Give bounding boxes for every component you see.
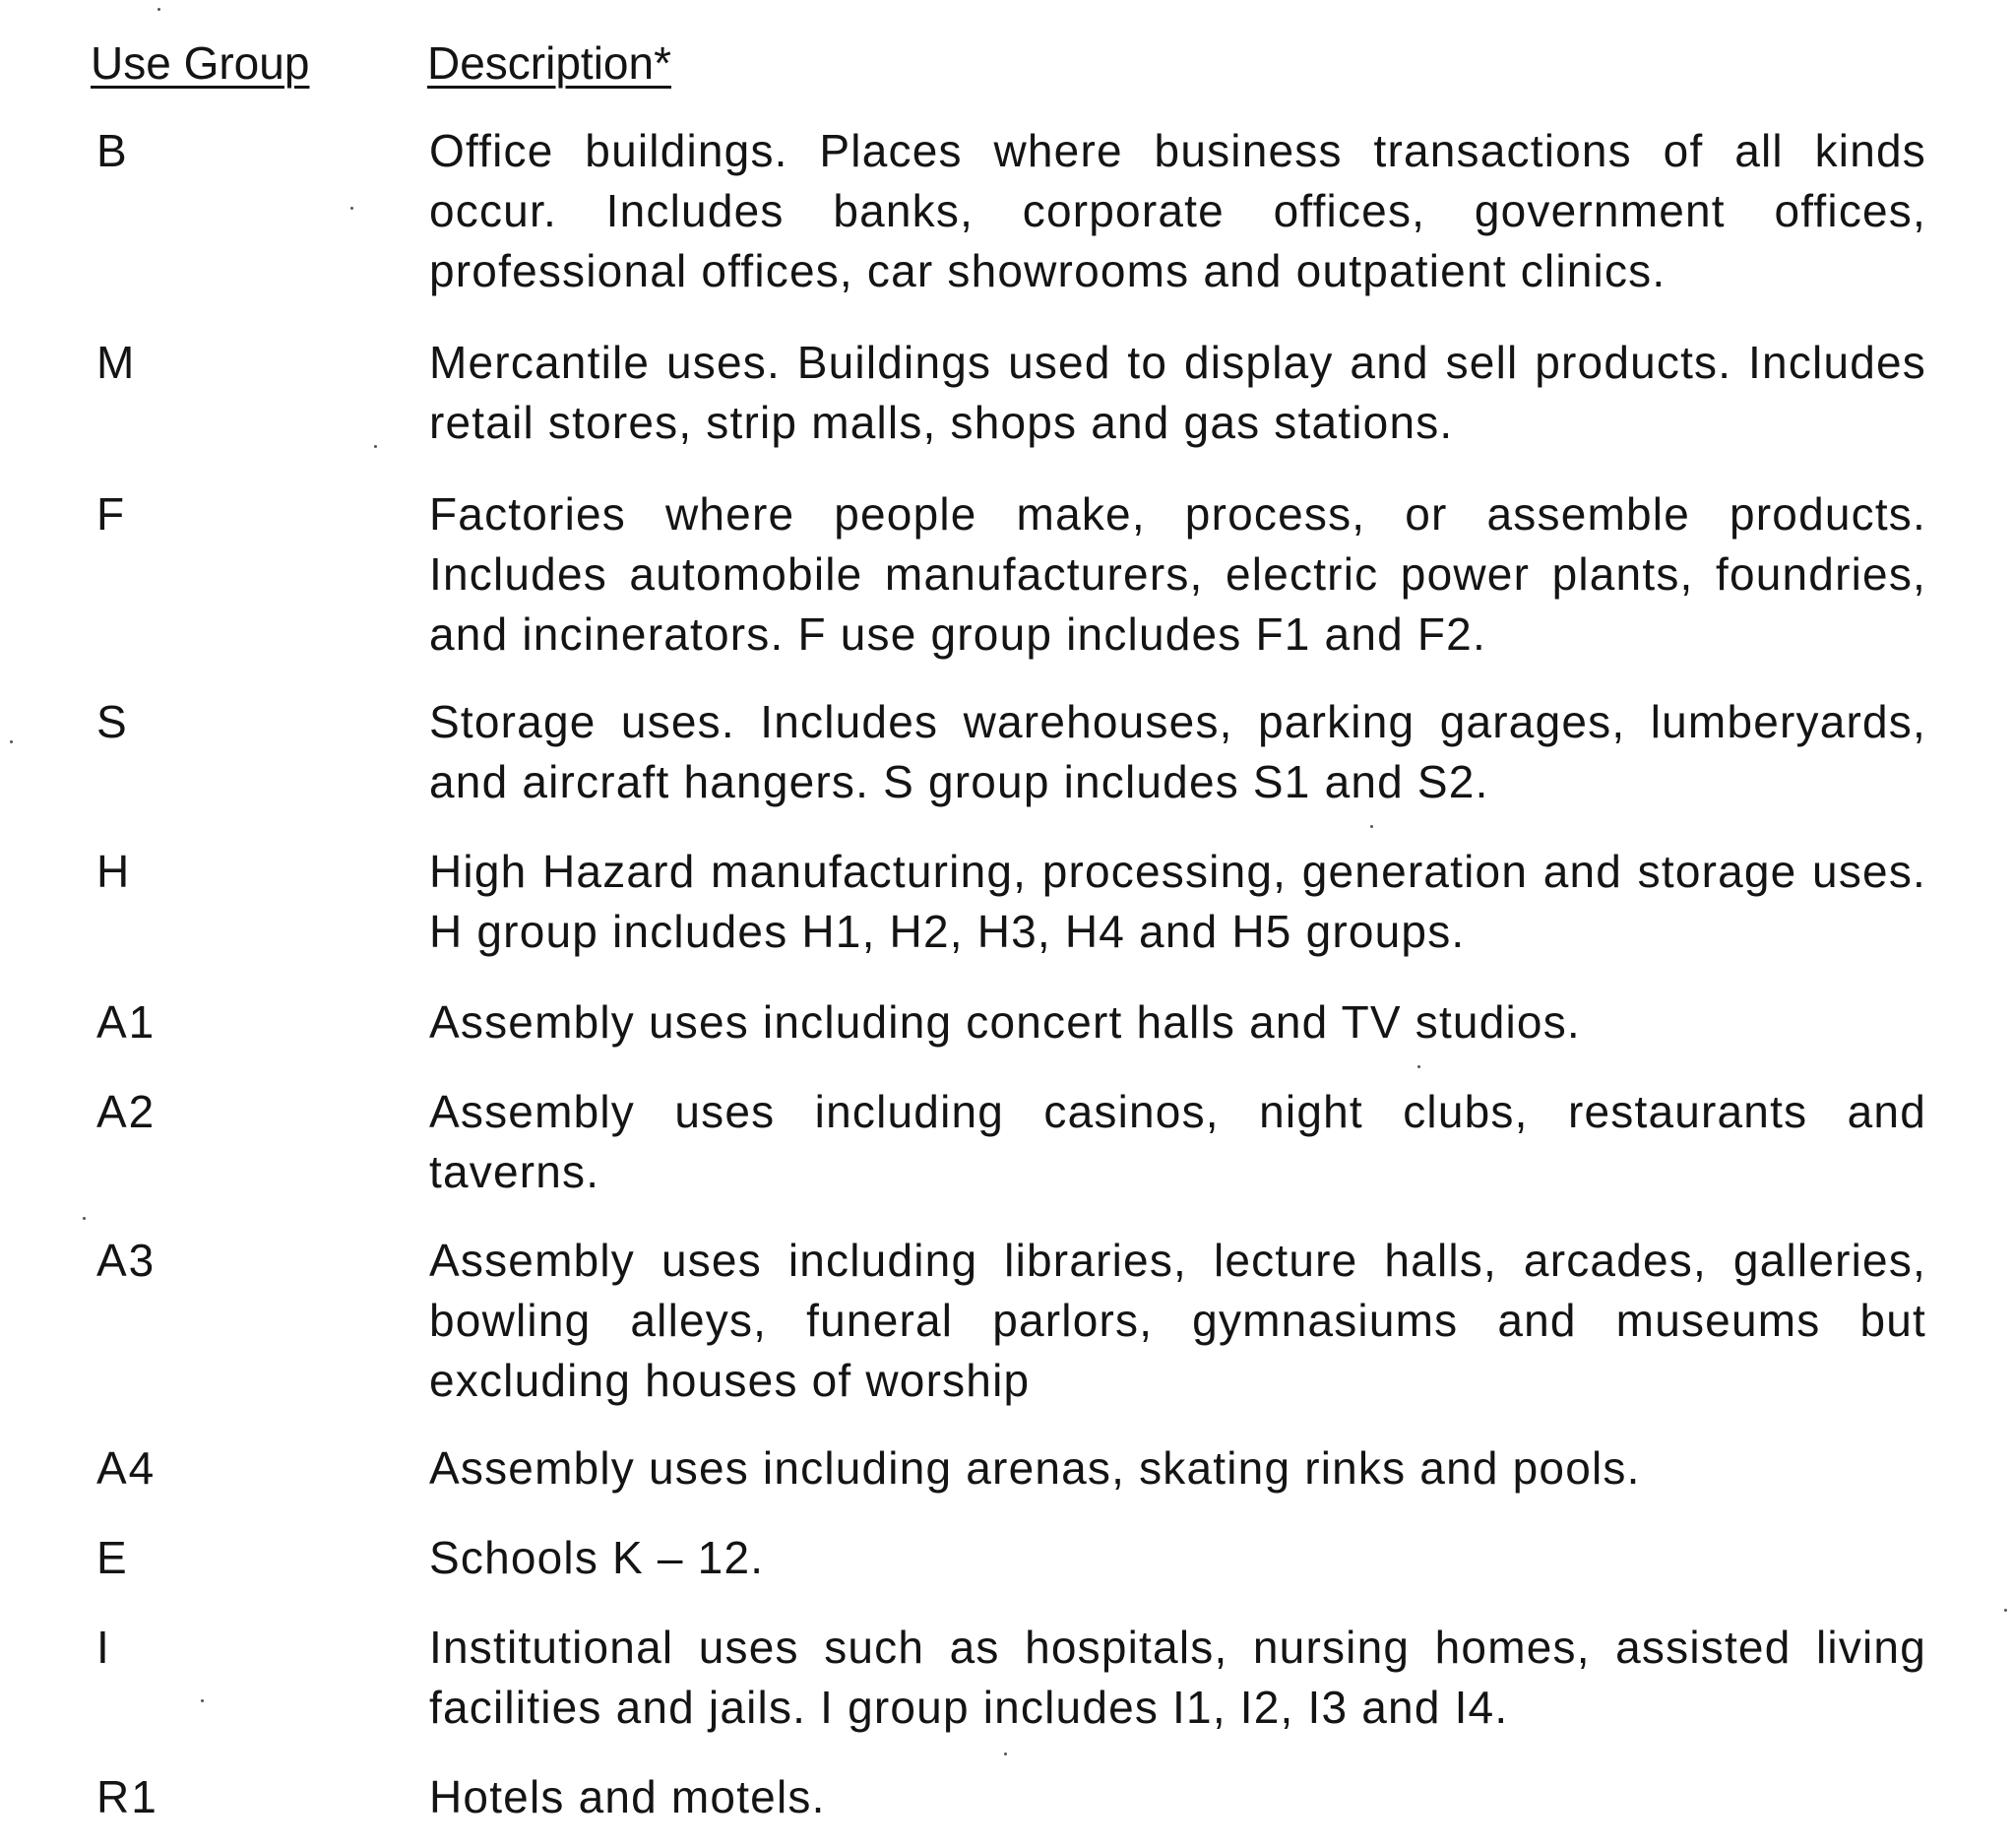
use-group-description: Factories where people make, process, or assemble products. Includes automobile manufacturers, electric power plants, foundries, and incinerators. F use group includes F1 and F2. (429, 488, 1926, 660)
description-column-header: Description* (427, 37, 671, 89)
use-group-description: Office buildings. Places where business transactions of all kinds occur. Includes banks, corporate offices, government offices, professional offices, car showrooms and outpatient clinics. (429, 125, 1926, 296)
use-group-code: A3 (96, 1235, 157, 1286)
use-group-description: Mercantile uses. Buildings used to display and sell products. Includes retail stores, strip malls, shops and gas stations. (429, 337, 1926, 448)
scan-speck (1417, 1065, 1420, 1068)
scan-speck (1370, 825, 1373, 828)
scan-speck (1004, 1752, 1007, 1755)
use-group-code: B (96, 125, 129, 176)
use-group-code: F (96, 488, 127, 540)
use-group-column-header: Use Group (91, 37, 310, 89)
use-group-code: R1 (96, 1771, 158, 1822)
use-group-code: M (96, 337, 137, 388)
use-group-code: A2 (96, 1086, 157, 1137)
scan-speck (374, 445, 377, 448)
use-group-description: Assembly uses including concert halls and TV studios. (429, 996, 1581, 1048)
use-group-code: H (96, 846, 132, 897)
scan-speck (157, 8, 160, 11)
use-group-description: Assembly uses including libraries, lecture halls, arcades, galleries, bowling alleys, funeral parlors, gymnasiums and museums but excluding houses of worship (429, 1235, 1926, 1406)
use-group-description: High Hazard manufacturing, processing, generation and storage uses. H group includes H1, H2, H3, H4 and H5 groups. (429, 846, 1926, 957)
use-group-code: S (96, 696, 129, 747)
use-group-description: Schools K – 12. (429, 1532, 765, 1583)
use-group-description: Assembly uses including arenas, skating rinks and pools. (429, 1442, 1641, 1494)
scan-speck (2004, 1609, 2007, 1612)
use-group-description: Assembly uses including casinos, night clubs, restaurants and taverns. (429, 1086, 1926, 1197)
scan-speck (350, 207, 353, 210)
use-group-description: Storage uses. Includes warehouses, parking garages, lumberyards, and aircraft hangers. S group includes S1 and S2. (429, 696, 1926, 807)
use-group-code: E (96, 1532, 129, 1583)
use-group-code: A4 (96, 1442, 157, 1494)
use-group-code: A1 (96, 996, 157, 1048)
scan-speck (83, 1217, 86, 1220)
scan-speck (201, 1699, 204, 1702)
use-group-code: I (96, 1622, 111, 1673)
use-group-description: Hotels and motels. (429, 1771, 826, 1822)
scan-speck (10, 740, 13, 743)
use-group-description: Institutional uses such as hospitals, nursing homes, assisted living facilities and jails. I group includes I1, I2, I3 and I4. (429, 1622, 1926, 1733)
table-header (0, 35, 2013, 95)
